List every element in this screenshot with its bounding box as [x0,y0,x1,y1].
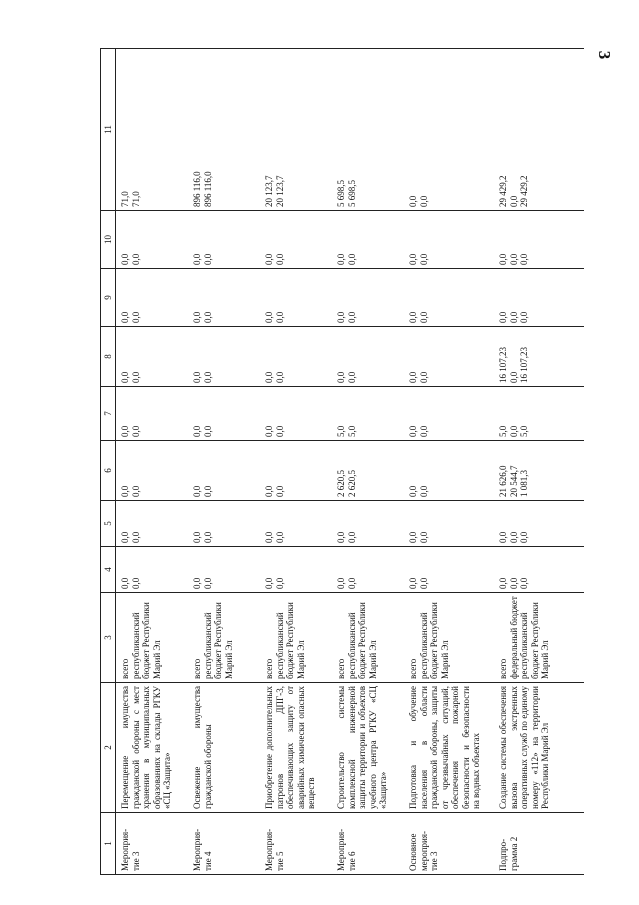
cell-col11: 896 116,0 896 116,0 [188,49,260,211]
cell-col5: 0,0 0,0 [332,501,404,547]
cell-col4: 0,0 0,0 [332,547,404,593]
cell-col11: 29 429,2 0,0 29 429,2 [494,49,584,211]
column-header: 1 [101,813,116,875]
cell-col8: 16 107,23 0,0 16 107,23 [494,327,584,387]
column-header: 7 [101,387,116,441]
row-name: Строительство системы комплексной инженерной защиты территории и объектов учебного центра РГКУ «СЦ «Защита» [332,683,404,813]
column-header: 10 [101,211,116,269]
row-name: Приобретение дополнительных патронов ДПГ-3, обеспечивающих защиту от аварийных химически опасных веществ [260,683,332,813]
cell-col6: 21 626,0 20 544,7 1 081,3 [494,441,584,501]
row-sources: всего республиканский бюджет Республики Марий Эл [116,593,189,683]
cell-col9: 0,0 0,0 [260,269,332,327]
budget-table [100,48,584,875]
row-name: Подготовка и обучение населения в области гражданской обороны, защиты от чрезвычайных ситуаций, обеспечения пожарной безопасности и безопасности на водных объектах [404,683,494,813]
page-number: 3 [595,50,614,60]
cell-col7: 0,0 0,0 [188,387,260,441]
cell-col4: 0,0 0,0 [116,547,189,593]
cell-col8: 0,0 0,0 [188,327,260,387]
table-row [494,49,584,875]
cell-col7: 0,0 0,0 [260,387,332,441]
cell-col6: 0,0 0,0 [188,441,260,501]
cell-col11: 5 698,5 5 698,5 [332,49,404,211]
row-id: Основное мероприя- тие 3 [404,813,494,875]
cell-col5: 0,0 0,0 [404,501,494,547]
table-row [260,49,332,875]
row-sources: всего республиканский бюджет Республики Марий Эл [404,593,494,683]
cell-col4: 0,0 0,0 [188,547,260,593]
cell-col7: 5,0 0,0 5,0 [494,387,584,441]
cell-col9: 0,0 0,0 [188,269,260,327]
cell-col10: 0,0 0,0 [404,211,494,269]
cell-col9: 0,0 0,0 [332,269,404,327]
row-sources: всего республиканский бюджет Республики Марий Эл [188,593,260,683]
column-header: 9 [101,269,116,327]
column-header: 11 [101,49,116,211]
column-header: 3 [101,593,116,683]
cell-col4: 0,0 0,0 [404,547,494,593]
cell-col8: 0,0 0,0 [332,327,404,387]
column-header: 2 [101,683,116,813]
column-header: 4 [101,547,116,593]
row-id: Мероприя- тие 3 [116,813,189,875]
table-row [188,49,260,875]
cell-col11: 0,0 0,0 [404,49,494,211]
column-header: 6 [101,441,116,501]
cell-col7: 0,0 0,0 [116,387,189,441]
row-sources: всего республиканский бюджет Республики Марий Эл [332,593,404,683]
cell-col9: 0,0 0,0 [404,269,494,327]
table-row [116,49,189,875]
cell-col5: 0,0 0,0 0,0 [494,501,584,547]
cell-col7: 5,0 5,0 [332,387,404,441]
column-header: 8 [101,327,116,387]
cell-col4: 0,0 0,0 [260,547,332,593]
row-sources: всего республиканский бюджет Республики Марий Эл [260,593,332,683]
cell-col9: 0,0 0,0 0,0 [494,269,584,327]
cell-col6: 0,0 0,0 [260,441,332,501]
row-name: Освежение имущества гражданской обороны [188,683,260,813]
cell-col6: 2 620,5 2 620,5 [332,441,404,501]
cell-col4: 0,0 0,0 0,0 [494,547,584,593]
row-id: Подпро- грамма 2 [494,813,584,875]
row-name: Перемещение имущества гражданской обороны с мест хранения в муниципальных образованиях на склады РГКУ «СЦ «Защита» [116,683,189,813]
cell-col10: 0,0 0,0 [332,211,404,269]
cell-col10: 0,0 0,0 [116,211,189,269]
row-name: Создание системы обеспечения вызова экстренных оперативных служб по единому номеру «112» на территории Республики Марий Эл [494,683,584,813]
header-row [101,49,116,875]
cell-col11: 71,0 71,0 [116,49,189,211]
row-id: Мероприя- тие 4 [188,813,260,875]
cell-col10: 0,0 0,0 0,0 [494,211,584,269]
cell-col6: 0,0 0,0 [116,441,189,501]
cell-col6: 0,0 0,0 [404,441,494,501]
table-row [404,49,494,875]
cell-col5: 0,0 0,0 [260,501,332,547]
cell-col5: 0,0 0,0 [188,501,260,547]
row-id: Мероприя- тие 6 [332,813,404,875]
column-header: 5 [101,501,116,547]
cell-col11: 20 123,7 20 123,7 [260,49,332,211]
cell-col5: 0,0 0,0 [116,501,189,547]
cell-col8: 0,0 0,0 [116,327,189,387]
row-sources: всего федеральный бюджет республиканский бюджет Республики Марий Эл [494,593,584,683]
table-row [332,49,404,875]
cell-col10: 0,0 0,0 [260,211,332,269]
cell-col9: 0,0 0,0 [116,269,189,327]
cell-col10: 0,0 0,0 [188,211,260,269]
row-id: Мероприя- тие 5 [260,813,332,875]
cell-col8: 0,0 0,0 [404,327,494,387]
cell-col8: 0,0 0,0 [260,327,332,387]
cell-col7: 0,0 0,0 [404,387,494,441]
